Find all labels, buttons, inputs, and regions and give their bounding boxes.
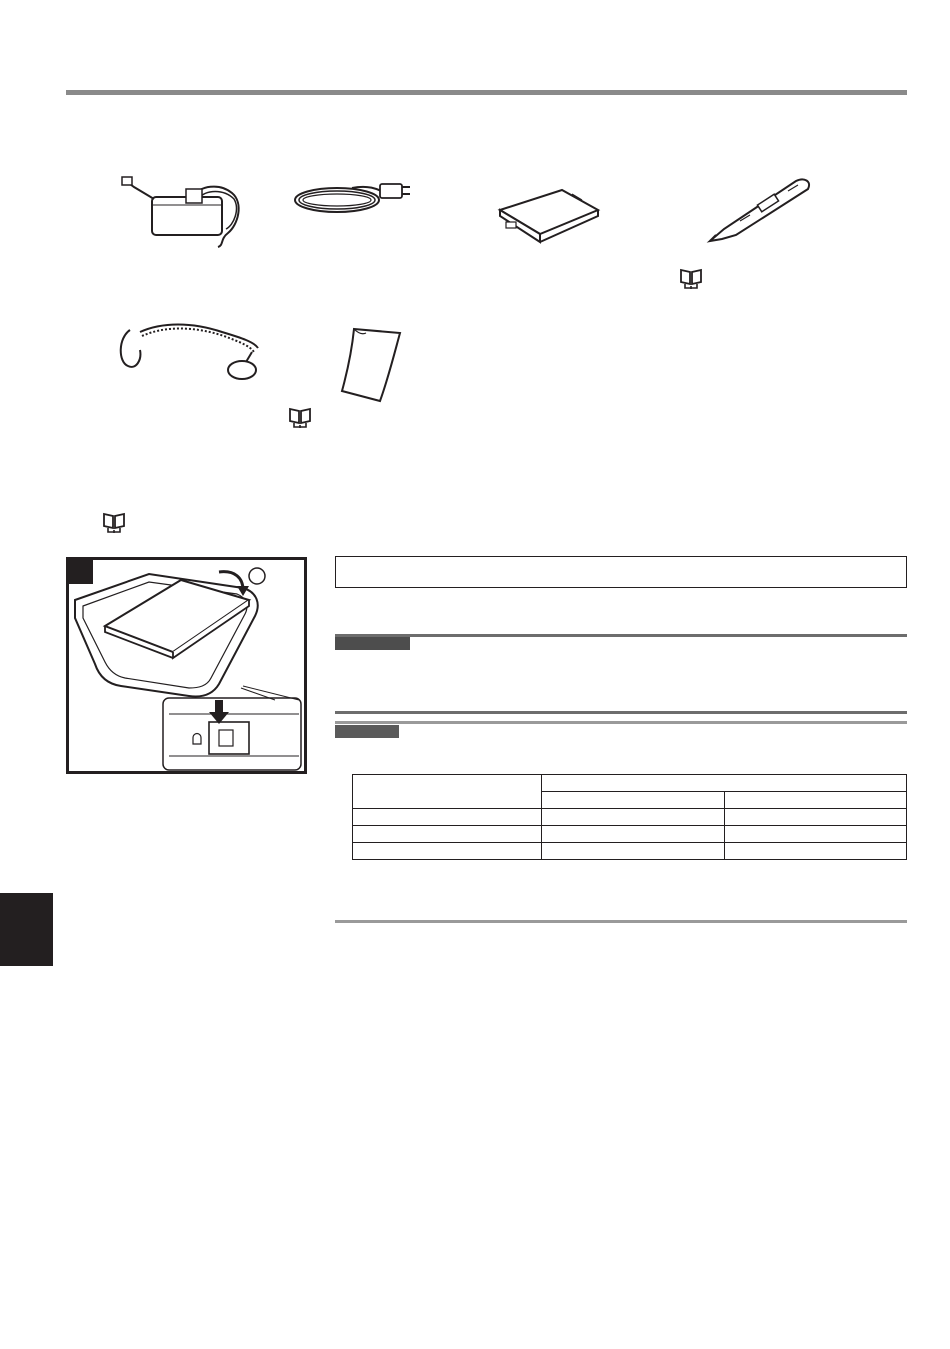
- circle-callout-1: [249, 568, 265, 584]
- manual-reference-icon: [101, 511, 127, 535]
- tablet-rear-illustration: [69, 560, 304, 771]
- table-row: [353, 775, 907, 792]
- ac-adaptor-illustration: [120, 175, 255, 255]
- table-row: [353, 843, 907, 860]
- table-cell: [725, 792, 907, 809]
- battery-installation-figure: [66, 557, 307, 774]
- manual-reference-icon: [287, 406, 313, 430]
- chapter-tab: [0, 893, 53, 966]
- soft-cloth-illustration: [336, 325, 406, 405]
- section-end-rule: [335, 920, 907, 923]
- table-cell: [542, 792, 725, 809]
- table-cell: [542, 809, 725, 826]
- table-cell: [542, 826, 725, 843]
- spec-table: [352, 774, 907, 860]
- table-cell: [725, 809, 907, 826]
- manual-reference-icon: [678, 267, 704, 291]
- table-cell: [725, 843, 907, 860]
- table-cell: [542, 843, 725, 860]
- section-divider: [335, 711, 907, 714]
- table-cell: [353, 775, 542, 809]
- table-cell: [353, 826, 542, 843]
- note-rule: [335, 721, 907, 724]
- header-rule: [66, 90, 907, 95]
- tether-illustration: [112, 318, 272, 384]
- caution-label: [335, 637, 410, 650]
- battery-pack-illustration: [492, 188, 602, 250]
- table-cell: [542, 775, 907, 792]
- ac-cord-illustration: [292, 180, 422, 220]
- table-cell: [353, 843, 542, 860]
- table-row: [353, 826, 907, 843]
- table-cell: [725, 826, 907, 843]
- stylus-pen-illustration: [700, 175, 820, 247]
- instruction-box: [335, 556, 907, 588]
- caution-rule: [335, 634, 907, 637]
- table-row: [353, 809, 907, 826]
- table-cell: [353, 809, 542, 826]
- note-label: [335, 725, 399, 738]
